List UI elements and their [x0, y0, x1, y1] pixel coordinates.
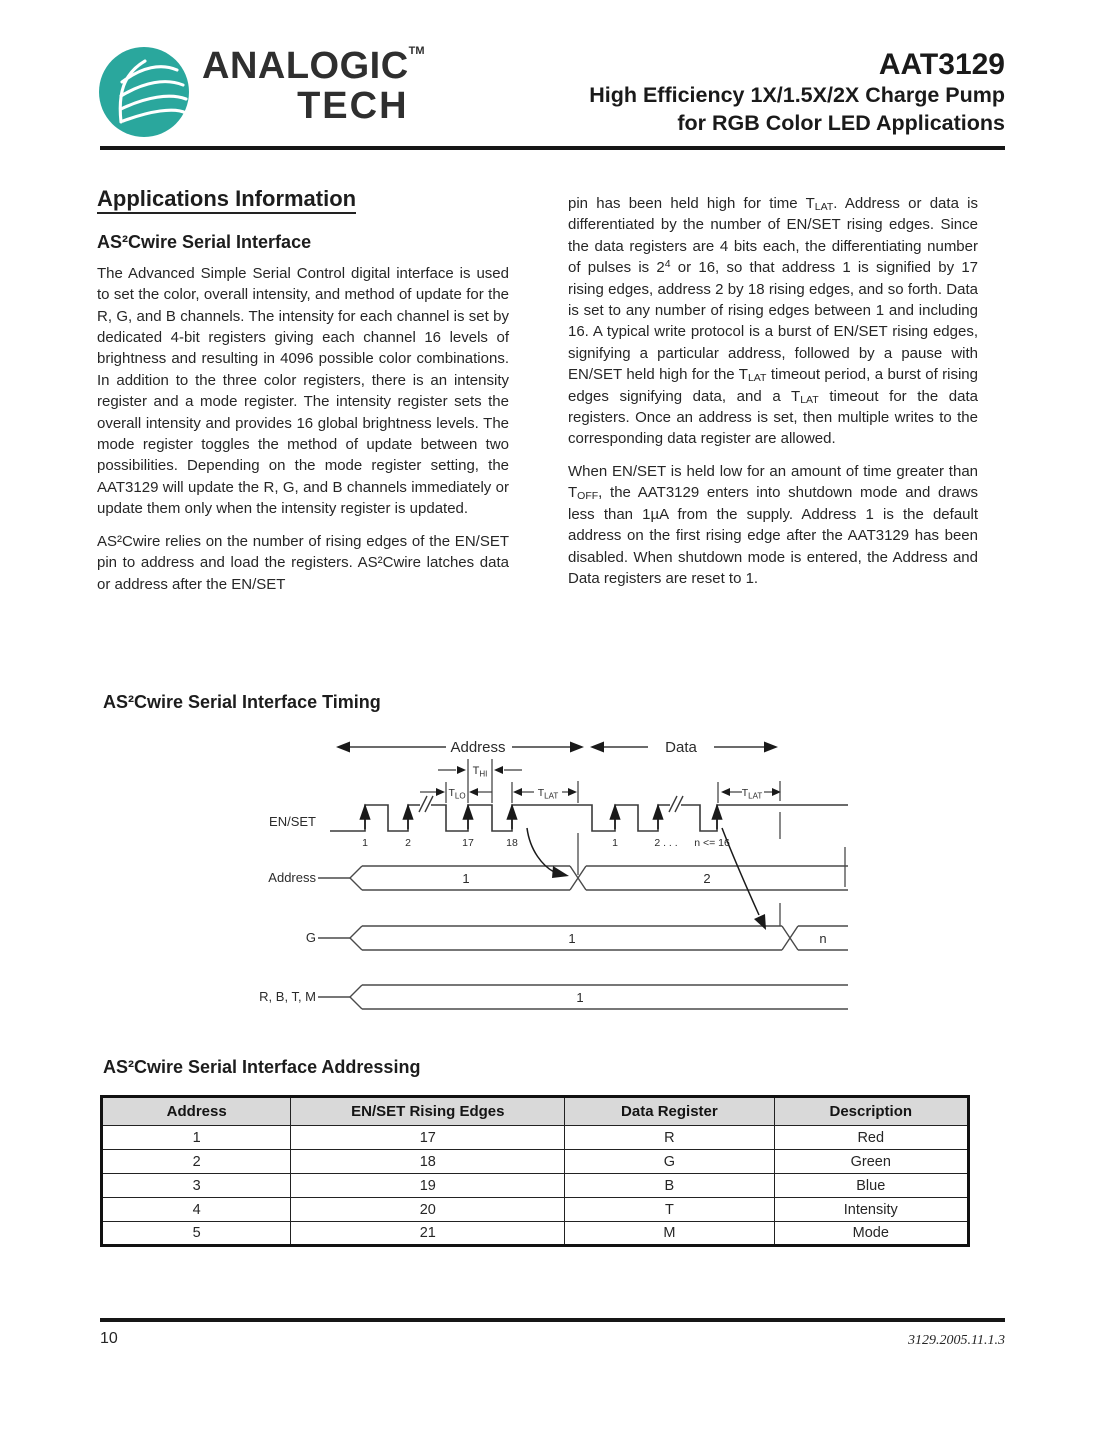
divider-lines: [578, 781, 845, 926]
cell-description: Red: [774, 1126, 968, 1150]
pulse-label: 2: [405, 837, 411, 849]
address-bus-value: 2: [703, 871, 711, 886]
header-rule: [100, 146, 1005, 150]
phase-label-address: Address: [450, 739, 506, 756]
g-bus-value: n: [819, 931, 827, 946]
cell-address: 4: [102, 1198, 291, 1222]
rising-edge-arrows: [361, 806, 722, 829]
page-number: 10: [100, 1330, 118, 1347]
t-hi-label: $T_{HI}$: [472, 765, 488, 779]
cell-data-register: M: [565, 1222, 774, 1246]
section-title-serial-interface-timing: AS²Cwire Serial Interface Timing: [103, 692, 381, 712]
g-signal-label: G: [305, 930, 316, 945]
pulse-label: n <= 16: [694, 837, 730, 849]
cell-address: 2: [102, 1150, 291, 1174]
table-row: [102, 1150, 969, 1174]
table-header-row: [102, 1097, 969, 1126]
analogictech-logo: [98, 46, 425, 138]
section-title-applications-information: Applications Information: [97, 188, 356, 214]
paragraph: pin has been held high for time $T_{LAT}$. Address or data is differentiated by the number of EN/SET rising edges. Since the data registers are 4 bits each, the differentiating number of pulses is $2^4$ or 16, so that address 1 is signified by 17 rising edges, address 2 by 18 rising edges, and so forth. Data is set to any number of rising edges between 1 and including 16. A typical write protocol is a burst of EN/SET rising edges, signifying a particular address, followed by a pause with EN/SET held high for the $T_{LAT}$ timeout period, a burst of rising edges signifying data, and a $T_{LAT}$ timeout for the data registers. Once an address is set, then multiple writes to the corresponding data register are allowed.: [568, 195, 979, 448]
paragraph: When EN/SET is held low for an amount of time greater than $T_{OFF}$, the AAT3129 enters into shutdown mode and draws less than 1µA from the supply. Address 1 is the default address on the first rising edge after the AAT3129 has been disabled. When shutdown mode is entered, the Address and Data registers are reset to 1.: [568, 462, 978, 587]
trademark-symbol: TM: [408, 45, 425, 57]
doc-subtitle-line1: High Efficiency 1X/1.5X/2X Charge Pump: [589, 83, 1005, 107]
cell-rising-edges: 17: [291, 1126, 565, 1150]
document-version: 3129.2005.11.1.3: [908, 1333, 1005, 1348]
cell-description: Blue: [774, 1174, 968, 1198]
g-bus: [318, 926, 848, 950]
column-header-address: Address: [102, 1097, 291, 1126]
pulse-label: 2 . . .: [654, 837, 678, 849]
latch-arrow-address: [527, 828, 569, 878]
column-header-rising-edges: EN/SET Rising Edges: [291, 1097, 565, 1126]
t-lo-label: $T_{LO}$: [448, 787, 466, 801]
cell-rising-edges: 19: [291, 1174, 565, 1198]
cell-data-register: B: [565, 1174, 774, 1198]
cell-description: Mode: [774, 1222, 968, 1246]
left-column: [97, 188, 509, 606]
document-title-block: [589, 48, 1005, 138]
cell-description: Intensity: [774, 1198, 968, 1222]
footer-rule: [100, 1318, 1005, 1322]
logo-wordmark: [202, 46, 425, 125]
logo-leaf-icon: [98, 46, 190, 138]
cell-rising-edges: 18: [291, 1150, 565, 1174]
cell-address: 1: [102, 1126, 291, 1150]
pulse-label: 1: [362, 837, 368, 849]
cell-rising-edges: 21: [291, 1222, 565, 1246]
table-row: [102, 1198, 969, 1222]
table-row: [102, 1222, 969, 1246]
part-number: AAT3129: [878, 48, 1005, 81]
phase-label-data: Data: [665, 739, 697, 756]
t-lat-label-address: $T_{LAT}$: [537, 787, 559, 801]
paragraph: AS²Cwire relies on the number of rising edges of the EN/SET pin to address and load the registers. AS²Cwire latches data or address after the EN/SET: [97, 532, 509, 593]
logo-analogic: ANALOGIC™: [202, 45, 425, 87]
address-signal-label: Address: [268, 870, 316, 885]
cell-data-register: R: [565, 1126, 774, 1150]
column-header-description: Description: [774, 1097, 968, 1126]
column-header-data-register: Data Register: [565, 1097, 774, 1126]
pulse-label: 18: [506, 837, 518, 849]
cell-data-register: G: [565, 1150, 774, 1174]
timing-diagram: [0, 735, 1105, 1037]
logo-tech: TECH: [297, 85, 409, 127]
right-column: [568, 188, 978, 600]
t-lat-label-data: $T_{LAT}$: [741, 787, 763, 801]
subsection-title-serial-interface: AS²Cwire Serial Interface: [97, 232, 312, 253]
address-bus: [318, 866, 848, 890]
section-title-serial-interface-addressing: AS²Cwire Serial Interface Addressing: [103, 1057, 421, 1077]
cell-data-register: T: [565, 1198, 774, 1222]
paragraph: The Advanced Simple Serial Control digital interface is used to set the color, overall intensity, and method of update for the R, G, and B channels. The intensity for each channel is set by dedicated 4-bit registers giving each channel 16 levels of brightness and resulting in 4096 possible color combinations. In addition to the three color registers, there is an intensity register and a mode register. The intensity register sets the overall intensity and provides 16 global brightness levels. The mode register toggles the method of update between two possibilities. Depending on the mode register setting, the AAT3129 will update the R, G, and B channels immediately or update them only when the intensity register is updated.: [97, 264, 509, 518]
pulse-label: 1: [612, 837, 618, 849]
rbtm-bus-value: 1: [576, 990, 584, 1005]
cell-address: 5: [102, 1222, 291, 1246]
address-bus-value: 1: [462, 871, 470, 886]
addressing-table: [100, 1095, 970, 1247]
rbtm-signal-label: R, B, T, M: [259, 989, 316, 1004]
cell-address: 3: [102, 1174, 291, 1198]
cell-rising-edges: 20: [291, 1198, 565, 1222]
enset-signal-label: EN/SET: [269, 814, 316, 829]
pulse-label: 17: [462, 837, 474, 849]
latch-arrow-g: [722, 828, 766, 930]
doc-subtitle-line2: for RGB Color LED Applications: [677, 111, 1005, 136]
g-bus-value: 1: [568, 931, 576, 946]
table-row: [102, 1126, 969, 1150]
table-row: [102, 1174, 969, 1198]
cell-description: Green: [774, 1150, 968, 1174]
